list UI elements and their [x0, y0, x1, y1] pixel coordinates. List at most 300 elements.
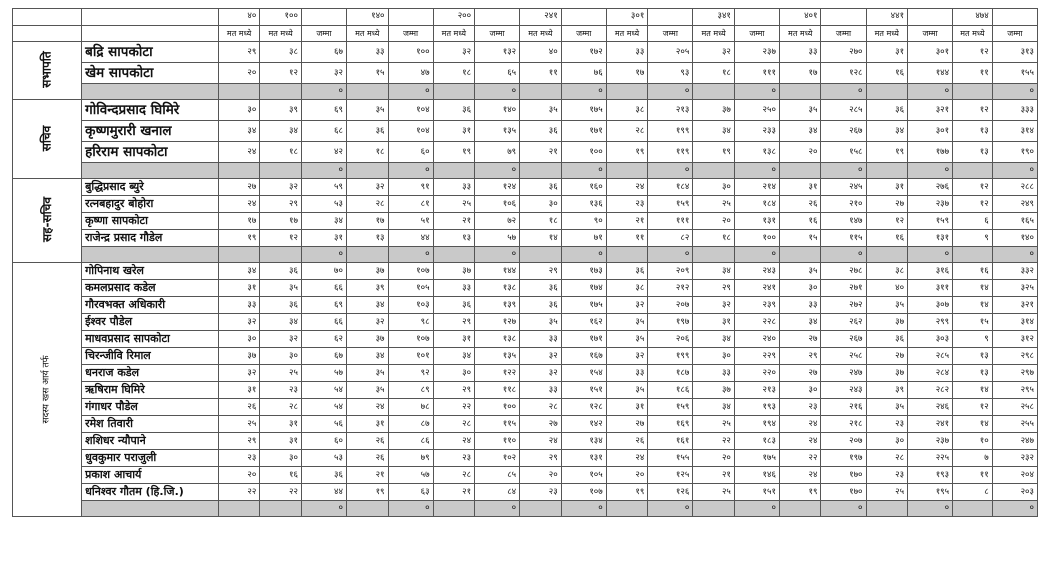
vote-cell: २३ — [779, 399, 821, 416]
vote-cell: ३५ — [346, 365, 388, 382]
vote-cell: ३५ — [779, 100, 821, 121]
candidate-row — [13, 365, 1038, 382]
summary-blank — [520, 501, 562, 517]
vote-cell: १५ — [346, 63, 388, 84]
vote-cell: ३८ — [260, 42, 302, 63]
vote-cell: १७१ — [561, 121, 606, 142]
vote-cell: ११० — [475, 433, 520, 450]
vote-cell: २४ — [520, 433, 562, 450]
vote-cell: १०० — [561, 142, 606, 163]
vote-cell: २१ — [346, 467, 388, 484]
header-col-mat: मत मध्ये — [606, 25, 648, 42]
vote-cell: ३२ — [606, 348, 648, 365]
vote-cell: ३२१ — [908, 100, 953, 121]
vote-cell: ९८ — [388, 314, 433, 331]
summary-zero: ० — [388, 501, 433, 517]
candidate-row — [13, 121, 1038, 142]
vote-cell: १६९ — [648, 416, 693, 433]
vote-cell: १४६ — [734, 467, 779, 484]
vote-cell: १०४ — [388, 100, 433, 121]
header-count: ४७४ — [953, 9, 993, 26]
vote-cell: २८ — [866, 450, 908, 467]
vote-cell: २३७ — [734, 42, 779, 63]
vote-cell: २५ — [218, 416, 260, 433]
vote-cell: २१ — [433, 213, 475, 230]
vote-cell: ३४ — [260, 121, 302, 142]
summary-zero: ० — [992, 163, 1037, 179]
vote-cell: २५० — [734, 100, 779, 121]
header-col-mat: मत मध्ये — [260, 25, 302, 42]
vote-cell: २० — [606, 467, 648, 484]
candidate-name: धनिश्वर गौतम (हि.जि.) — [82, 484, 219, 501]
vote-cell: २०९ — [648, 263, 693, 280]
vote-cell: २८ — [520, 399, 562, 416]
summary-zero: ० — [561, 247, 606, 263]
vote-cell: ३१ — [260, 433, 302, 450]
vote-cell: २९ — [433, 314, 475, 331]
vote-cell: १२६ — [648, 484, 693, 501]
vote-cell: ३६ — [520, 297, 562, 314]
vote-cell: ३६ — [866, 100, 908, 121]
vote-cell: ६९ — [301, 100, 346, 121]
summary-blank — [953, 501, 993, 517]
vote-cell: ९ — [953, 331, 993, 348]
vote-cell: ३२५ — [992, 280, 1037, 297]
vote-cell: ३१ — [606, 399, 648, 416]
header-blank — [82, 9, 219, 26]
vote-cell: ३४ — [218, 121, 260, 142]
vote-cell: ४४ — [301, 484, 346, 501]
vote-cell: ३२ — [433, 42, 475, 63]
vote-cell: २९८ — [992, 348, 1037, 365]
vote-cell: १८४ — [734, 196, 779, 213]
vote-cell: २५ — [693, 196, 735, 213]
vote-cell: २२० — [734, 365, 779, 382]
candidate-row — [13, 280, 1038, 297]
vote-cell: ७९ — [388, 450, 433, 467]
vote-cell: १७१ — [561, 331, 606, 348]
vote-cell: १३१ — [908, 230, 953, 247]
vote-cell: ४४ — [388, 230, 433, 247]
vote-cell: १२४ — [475, 179, 520, 196]
summary-zero: ० — [908, 163, 953, 179]
vote-cell: ३५ — [520, 100, 562, 121]
vote-cell: १३ — [953, 348, 993, 365]
vote-cell: २० — [218, 63, 260, 84]
vote-cell: ३१ — [779, 179, 821, 196]
candidate-row — [13, 42, 1038, 63]
vote-cell: ३६ — [346, 121, 388, 142]
vote-cell: १७ — [606, 63, 648, 84]
vote-cell: २२ — [260, 484, 302, 501]
vote-cell: १६१ — [648, 433, 693, 450]
vote-cell: ३४ — [779, 121, 821, 142]
vote-cell: २९ — [693, 280, 735, 297]
candidate-name: शशिधर न्यौपाने — [82, 433, 219, 450]
vote-cell: ३०१ — [908, 121, 953, 142]
candidate-name: गोपिनाथ खरेल — [82, 263, 219, 280]
vote-cell: १९ — [606, 142, 648, 163]
header-counts-row — [13, 9, 1038, 26]
vote-cell: १५५ — [992, 63, 1037, 84]
vote-cell: २९ — [260, 196, 302, 213]
vote-cell: ३० — [218, 331, 260, 348]
vote-cell: २८ — [260, 399, 302, 416]
vote-count-table — [12, 8, 1038, 517]
vote-cell: ४७ — [388, 63, 433, 84]
summary-blank — [82, 84, 219, 100]
vote-cell: १२ — [866, 213, 908, 230]
vote-cell: ३९ — [260, 100, 302, 121]
vote-cell: १३ — [433, 230, 475, 247]
vote-cell: ३१ — [218, 382, 260, 399]
section-summary-row — [13, 84, 1038, 100]
summary-blank — [606, 84, 648, 100]
vote-cell: १९ — [346, 484, 388, 501]
header-count: ४४१ — [866, 9, 908, 26]
candidate-name: रमेश तिवारी — [82, 416, 219, 433]
vote-cell: ३१ — [693, 314, 735, 331]
vote-cell: १२२ — [475, 365, 520, 382]
vote-cell: २२ — [218, 484, 260, 501]
summary-blank — [218, 163, 260, 179]
header-labels-row — [13, 25, 1038, 42]
vote-cell: ७९ — [475, 142, 520, 163]
vote-cell: ६० — [388, 142, 433, 163]
vote-cell: १९ — [779, 484, 821, 501]
vote-cell: २१ — [693, 467, 735, 484]
vote-cell: ३०१ — [908, 42, 953, 63]
vote-cell: ३४ — [693, 331, 735, 348]
section-title: सह-सचिव — [39, 197, 54, 242]
vote-cell: ३३ — [779, 297, 821, 314]
vote-cell: १६ — [953, 263, 993, 280]
summary-blank — [953, 84, 993, 100]
vote-cell: २७ — [866, 348, 908, 365]
vote-cell: ३० — [779, 280, 821, 297]
summary-blank — [433, 163, 475, 179]
vote-cell: १८ — [693, 230, 735, 247]
vote-cell: २५८ — [821, 348, 866, 365]
vote-cell: ११ — [606, 230, 648, 247]
vote-cell: ७२ — [475, 213, 520, 230]
candidate-row — [13, 416, 1038, 433]
vote-cell: ६० — [301, 433, 346, 450]
vote-cell: २४ — [779, 467, 821, 484]
vote-cell: १२५ — [648, 467, 693, 484]
vote-cell: २०५ — [648, 42, 693, 63]
vote-cell: २३ — [866, 416, 908, 433]
header-blank — [82, 25, 219, 42]
vote-cell: १८३ — [734, 433, 779, 450]
vote-cell: ३७ — [346, 331, 388, 348]
vote-cell: १०६ — [475, 196, 520, 213]
vote-cell: २७ — [520, 416, 562, 433]
header-col-mat: मत मध्ये — [346, 25, 388, 42]
candidate-name: ऋषिराम घिमिरे — [82, 382, 219, 399]
vote-cell: १८ — [346, 142, 388, 163]
summary-blank — [433, 247, 475, 263]
vote-cell: ३० — [693, 348, 735, 365]
vote-cell: १६ — [779, 213, 821, 230]
vote-cell: ३२१ — [992, 297, 1037, 314]
vote-cell: ३७ — [693, 382, 735, 399]
vote-cell: २१० — [821, 196, 866, 213]
vote-cell: २२५ — [908, 450, 953, 467]
candidate-row — [13, 314, 1038, 331]
vote-cell: ३४ — [779, 314, 821, 331]
vote-cell: २४१ — [908, 416, 953, 433]
header-col-mat: मत मध्ये — [953, 25, 993, 42]
candidate-name: धनराज कडेल — [82, 365, 219, 382]
vote-cell: १२ — [953, 399, 993, 416]
vote-cell: ३७ — [866, 314, 908, 331]
vote-cell: २८८ — [992, 179, 1037, 196]
vote-cell: १६५ — [992, 213, 1037, 230]
vote-cell: २९७ — [992, 365, 1037, 382]
vote-cell: ३३ — [693, 365, 735, 382]
header-col-total: जम्मा — [388, 25, 433, 42]
vote-cell: ३३ — [433, 179, 475, 196]
vote-cell: १४ — [953, 382, 993, 399]
vote-cell: ३० — [260, 348, 302, 365]
summary-zero: ० — [388, 247, 433, 263]
header-blank — [475, 9, 520, 26]
candidate-name: खेम सापकोटा — [82, 63, 219, 84]
vote-cell: २४ — [346, 399, 388, 416]
vote-cell: १०४ — [388, 121, 433, 142]
summary-zero: ० — [561, 163, 606, 179]
vote-cell: १९७ — [648, 314, 693, 331]
candidate-name: गंगाधर पौडेल — [82, 399, 219, 416]
vote-cell: १९ — [866, 142, 908, 163]
vote-cell: १९३ — [734, 399, 779, 416]
vote-cell: २१ — [433, 484, 475, 501]
vote-cell: ३४ — [693, 263, 735, 280]
header-col-mat: मत मध्ये — [866, 25, 908, 42]
vote-cell: २८५ — [908, 348, 953, 365]
vote-cell: २६ — [606, 433, 648, 450]
vote-cell: ६७ — [301, 42, 346, 63]
vote-cell: २० — [693, 450, 735, 467]
vote-cell: १७४ — [561, 280, 606, 297]
vote-cell: २२ — [779, 450, 821, 467]
vote-cell: १०७ — [388, 331, 433, 348]
vote-cell: १८६ — [648, 382, 693, 399]
header-col-total: जम्मा — [821, 25, 866, 42]
vote-cell: १५४ — [561, 365, 606, 382]
vote-cell: ३३ — [520, 331, 562, 348]
summary-blank — [520, 247, 562, 263]
vote-cell: ७६ — [561, 63, 606, 84]
vote-cell: ३३३ — [992, 100, 1037, 121]
vote-cell: ५३ — [301, 450, 346, 467]
summary-zero: ० — [908, 84, 953, 100]
summary-blank — [866, 163, 908, 179]
vote-cell: १०० — [734, 230, 779, 247]
vote-cell: ३१ — [346, 416, 388, 433]
vote-cell: २८५ — [821, 100, 866, 121]
vote-cell: ३३ — [606, 42, 648, 63]
summary-zero: ० — [301, 501, 346, 517]
vote-cell: ८२ — [648, 230, 693, 247]
vote-cell: ८४ — [475, 484, 520, 501]
header-blank — [301, 9, 346, 26]
vote-cell: ३१ — [866, 179, 908, 196]
summary-blank — [520, 84, 562, 100]
header-col-total: जम्मा — [561, 25, 606, 42]
vote-cell: २०६ — [648, 331, 693, 348]
summary-zero: ० — [648, 163, 693, 179]
vote-cell: ९३ — [648, 63, 693, 84]
vote-cell: ५७ — [388, 467, 433, 484]
vote-cell: २९ — [779, 348, 821, 365]
vote-cell: १२ — [953, 100, 993, 121]
vote-cell: १३१ — [734, 213, 779, 230]
summary-blank — [779, 84, 821, 100]
vote-cell: ३२ — [606, 297, 648, 314]
summary-blank — [260, 84, 302, 100]
summary-zero: ० — [648, 84, 693, 100]
vote-cell: १० — [953, 433, 993, 450]
vote-cell: ३१ — [433, 331, 475, 348]
vote-cell: २६ — [346, 433, 388, 450]
vote-cell: ३४ — [693, 121, 735, 142]
vote-cell: १०५ — [561, 467, 606, 484]
vote-cell: ६६ — [301, 314, 346, 331]
vote-cell: १९४ — [734, 416, 779, 433]
vote-cell: २७ — [218, 179, 260, 196]
vote-cell: १५९ — [648, 196, 693, 213]
vote-cell: २९५ — [992, 382, 1037, 399]
header-col-total: जम्मा — [648, 25, 693, 42]
summary-zero: ० — [908, 501, 953, 517]
vote-cell: १७५ — [734, 450, 779, 467]
vote-cell: १४ — [953, 297, 993, 314]
vote-cell: १०३ — [388, 297, 433, 314]
candidate-name: रत्नबहादुर बोहोरा — [82, 196, 219, 213]
vote-cell: ३५ — [866, 297, 908, 314]
summary-blank — [953, 163, 993, 179]
vote-cell: ८५ — [475, 467, 520, 484]
vote-cell: २५ — [693, 484, 735, 501]
vote-cell: १९५ — [908, 484, 953, 501]
summary-zero: ० — [301, 163, 346, 179]
vote-cell: १९७ — [821, 450, 866, 467]
vote-cell: ३३२ — [992, 263, 1037, 280]
summary-blank — [779, 247, 821, 263]
vote-cell: ५१ — [388, 213, 433, 230]
vote-cell: ३० — [693, 179, 735, 196]
vote-cell: ३० — [520, 196, 562, 213]
vote-cell: १४ — [520, 230, 562, 247]
vote-cell: २१४ — [734, 179, 779, 196]
summary-zero: ० — [992, 84, 1037, 100]
vote-cell: १०० — [388, 42, 433, 63]
vote-cell: २६ — [218, 399, 260, 416]
summary-blank — [866, 501, 908, 517]
section-title: सदस्य खस आर्य तर्फ — [41, 355, 52, 424]
vote-cell: २१३ — [734, 382, 779, 399]
vote-cell: १९ — [606, 484, 648, 501]
vote-cell: ७१ — [561, 230, 606, 247]
vote-cell: १३५ — [475, 348, 520, 365]
vote-cell: ३२ — [520, 348, 562, 365]
vote-cell: १५ — [953, 314, 993, 331]
vote-cell: १८ — [433, 63, 475, 84]
vote-cell: २४७ — [821, 365, 866, 382]
vote-cell: ३१ — [260, 416, 302, 433]
vote-cell: ३१ — [218, 280, 260, 297]
vote-cell: २९ — [218, 42, 260, 63]
vote-cell: १०० — [475, 399, 520, 416]
candidate-name: गौरवभक्त अधिकारी — [82, 297, 219, 314]
vote-cell: २६ — [346, 450, 388, 467]
vote-cell: १८ — [520, 213, 562, 230]
vote-cell: १३८ — [734, 142, 779, 163]
vote-cell: ५७ — [475, 230, 520, 247]
vote-cell: ४२ — [301, 142, 346, 163]
vote-cell: ३५ — [346, 100, 388, 121]
vote-cell: ८ — [953, 484, 993, 501]
vote-cell: १४ — [953, 280, 993, 297]
candidate-name: ईश्वर पौडेल — [82, 314, 219, 331]
vote-cell: ९१ — [388, 179, 433, 196]
vote-cell: १२८ — [821, 63, 866, 84]
vote-cell: ११ — [953, 467, 993, 484]
summary-zero: ० — [821, 163, 866, 179]
header-blank — [734, 9, 779, 26]
vote-cell: ४० — [866, 280, 908, 297]
candidate-row — [13, 433, 1038, 450]
vote-cell: २३९ — [734, 297, 779, 314]
vote-cell: ३५ — [606, 314, 648, 331]
candidate-name: राजेन्द्र प्रसाद गौडेल — [82, 230, 219, 247]
candidate-row — [13, 179, 1038, 196]
vote-cell: १४२ — [561, 416, 606, 433]
vote-cell: ३७ — [218, 348, 260, 365]
section-summary-row — [13, 501, 1038, 517]
vote-cell: २१ — [606, 213, 648, 230]
vote-cell: ३३ — [346, 42, 388, 63]
summary-blank — [218, 501, 260, 517]
summary-zero: ० — [475, 501, 520, 517]
vote-cell: ३५ — [606, 382, 648, 399]
vote-cell: २७ — [866, 196, 908, 213]
vote-cell: ५६ — [301, 416, 346, 433]
vote-cell: ३२ — [260, 331, 302, 348]
vote-cell: ३२ — [218, 314, 260, 331]
summary-blank — [82, 247, 219, 263]
vote-cell: ३८ — [866, 263, 908, 280]
vote-cell: ३० — [218, 100, 260, 121]
header-count: २४१ — [520, 9, 562, 26]
vote-cell: १३४ — [561, 433, 606, 450]
vote-cell: ७ — [953, 450, 993, 467]
vote-cell: २०४ — [992, 467, 1037, 484]
vote-cell: ११९ — [648, 142, 693, 163]
vote-cell: १५८ — [821, 142, 866, 163]
vote-cell: ३४ — [260, 314, 302, 331]
vote-cell: १०१ — [388, 348, 433, 365]
vote-cell: ३४ — [866, 121, 908, 142]
summary-zero: ० — [734, 84, 779, 100]
vote-cell: ३९ — [866, 382, 908, 399]
candidate-row — [13, 100, 1038, 121]
vote-cell: ३७ — [866, 365, 908, 382]
vote-cell: ६२ — [301, 331, 346, 348]
vote-cell: २८ — [346, 196, 388, 213]
